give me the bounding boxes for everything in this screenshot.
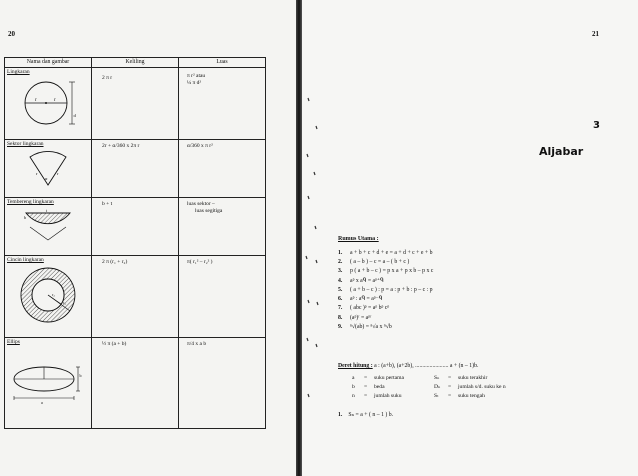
row-luas-cell: [179, 140, 266, 198]
shape-name-ellips: Ellips: [7, 339, 20, 345]
final-formula: [338, 412, 393, 418]
list-item: [338, 285, 548, 294]
page-number-right: 21: [592, 30, 599, 38]
legend-desc: suku pertama: [374, 374, 404, 381]
row-luas-cell: [179, 338, 266, 429]
row-keliling-cell: [92, 256, 179, 338]
keliling-formula: 2r + α/360 x 2π r: [102, 143, 140, 149]
rumus-number: 6.: [338, 296, 343, 303]
shape-name-lingkaran: Lingkaran: [7, 69, 30, 75]
rumus-number: 5.: [338, 286, 343, 293]
row-luas-cell: [179, 68, 266, 140]
list-item: [352, 391, 506, 400]
list-item: [338, 322, 548, 331]
list-item: [338, 248, 548, 257]
svg-text:b: b: [24, 215, 26, 220]
svg-text:r: r: [35, 98, 37, 103]
list-item: [338, 304, 548, 313]
page-number-left: 20: [8, 30, 15, 38]
legend-symbol: b: [352, 383, 355, 390]
circle-figure: [18, 77, 78, 129]
rumus-title: Rumus Utama :: [338, 236, 379, 242]
row-name-cell: [5, 140, 92, 198]
equals-sign: =: [448, 392, 452, 399]
luas-formula-line2: ¼ π d²: [187, 80, 202, 86]
svg-text:r₁: r₁: [63, 300, 66, 305]
svg-text:d: d: [73, 113, 76, 118]
equals-sign: =: [364, 392, 368, 399]
list-item: [338, 267, 548, 276]
row-luas-cell: [179, 256, 266, 338]
row-luas-cell: [179, 198, 266, 256]
row-name-cell: [5, 338, 92, 429]
rumus-number: 2.: [338, 258, 343, 265]
legend-symbol: Sₙ: [434, 374, 440, 381]
rumus-number: 8.: [338, 314, 343, 321]
rumus-formula: aᵖ x aᑫ = aᵖ⁺ᑫ: [350, 277, 384, 284]
table-row: [5, 338, 266, 429]
legend-symbol: a: [352, 374, 355, 381]
list-item: [338, 313, 548, 322]
legend-desc: beda: [374, 383, 385, 390]
table-row: [5, 198, 266, 256]
rumus-number: 4.: [338, 277, 343, 284]
rumus-formula: a + b + c + d + e = a + d + c + e + b: [350, 249, 433, 256]
rumus-list: [338, 248, 548, 332]
svg-text:r₂: r₂: [52, 292, 55, 297]
annulus-figure: [18, 265, 78, 325]
segment-figure: [18, 207, 78, 243]
table-row: [5, 256, 266, 338]
table-row: [5, 140, 266, 198]
keliling-formula: ½ π (a + b): [102, 341, 127, 347]
legend-symbol: Sₜ: [434, 392, 439, 399]
legend-symbol: Dₙ: [434, 383, 441, 390]
list-item: [352, 373, 506, 382]
legend-desc: suku tengah: [458, 392, 485, 399]
list-item: [338, 294, 548, 303]
rumus-number: 9.: [338, 324, 343, 331]
luas-formula-line2: luas segitiga: [195, 208, 223, 214]
rumus-formula: aᵖ : aᑫ = aᵖ⁻ᑫ: [350, 296, 383, 303]
equals-sign: =: [448, 374, 452, 381]
deret-hitung: [338, 363, 478, 369]
svg-text:r: r: [57, 171, 59, 176]
luas-formula-line1: π r² atau: [187, 73, 206, 79]
formula-table: [4, 57, 266, 429]
keliling-formula: 2 π r: [102, 75, 113, 81]
rumus-formula: ⁿ√(ab) = ⁿ√a x ⁿ√b: [350, 324, 392, 331]
keliling-formula: 2 π (r₁ + r₂): [102, 259, 128, 265]
svg-text:r: r: [36, 171, 38, 176]
shape-name-sektor: Sektor lingkaran: [7, 141, 44, 147]
left-page: [0, 0, 296, 476]
header-nama: Nama dan gambar: [5, 58, 92, 68]
list-item: [352, 382, 506, 391]
header-luas: Luas: [179, 58, 266, 68]
rumus-formula: ( abc )ᵖ = aᵖ bᵖ cᵖ: [350, 305, 390, 312]
chapter-number: 3: [593, 120, 600, 131]
equals-sign: =: [448, 383, 452, 390]
svg-text:a: a: [41, 400, 43, 405]
svg-text:α: α: [45, 176, 48, 181]
list-item: [338, 276, 548, 285]
rumus-formula: ( a – b ) – c = a – ( b + c ): [350, 258, 410, 265]
table-header-row: [5, 58, 266, 68]
row-keliling-cell: [92, 68, 179, 140]
rumus-formula: p ( a + b – c ) = p x a + p x b – p x c: [350, 268, 434, 275]
keliling-formula: b + t: [102, 201, 113, 207]
equals-sign: =: [364, 374, 368, 381]
legend-desc: jumlah s/d. suku ke n: [458, 383, 506, 390]
luas-formula-line1: luas sektor –: [187, 201, 215, 207]
equals-sign: =: [364, 383, 368, 390]
table-row: [5, 68, 266, 140]
rumus-number: 1.: [338, 249, 343, 256]
chapter-title: Aljabar: [539, 145, 584, 158]
luas-formula: α/360 x π r²: [187, 143, 213, 149]
rumus-number: 7.: [338, 305, 343, 312]
rumus-number: 3.: [338, 268, 343, 275]
row-keliling-cell: [92, 140, 179, 198]
ellipse-figure: [8, 357, 88, 413]
shape-name-tembereng: Tembereng lingkaran: [7, 199, 54, 205]
svg-text:r: r: [54, 98, 56, 103]
right-page: [302, 0, 638, 476]
legend-desc: jumlah suku: [374, 392, 402, 399]
list-item: [338, 257, 548, 266]
legend-desc: suku terakhir: [458, 374, 488, 381]
rumus-formula: ( a + b – c ) : p = a : p + b : p – c : p: [350, 286, 433, 293]
row-keliling-cell: [92, 198, 179, 256]
svg-text:b: b: [79, 373, 82, 378]
row-name-cell: [5, 198, 92, 256]
luas-formula: π/4 x a b: [187, 341, 207, 347]
row-keliling-cell: [92, 338, 179, 429]
final-formula-text: Sₙ = a + ( n – 1 ) b.: [348, 412, 394, 418]
rumus-formula: (aᵖ)ʳ = aᵖʳ: [350, 314, 372, 321]
luas-formula: π( r₁² – r₂² ): [187, 259, 213, 265]
sector-figure: [18, 149, 78, 189]
final-number: 1.: [338, 412, 343, 418]
row-name-cell: [5, 256, 92, 338]
shape-name-cincin: Cincin lingkaran: [7, 257, 44, 263]
header-keliling: Keliling: [92, 58, 179, 68]
row-name-cell: [5, 68, 92, 140]
margin-marks: [302, 0, 342, 476]
deret-sequence: a : (a+b), (a+2b), ....................... a + (n – 1)b.: [372, 363, 479, 369]
svg-text:t: t: [46, 208, 48, 213]
deret-label: Deret hitung :: [338, 363, 373, 369]
deret-legend: [352, 373, 506, 400]
legend-symbol: n: [352, 392, 355, 399]
